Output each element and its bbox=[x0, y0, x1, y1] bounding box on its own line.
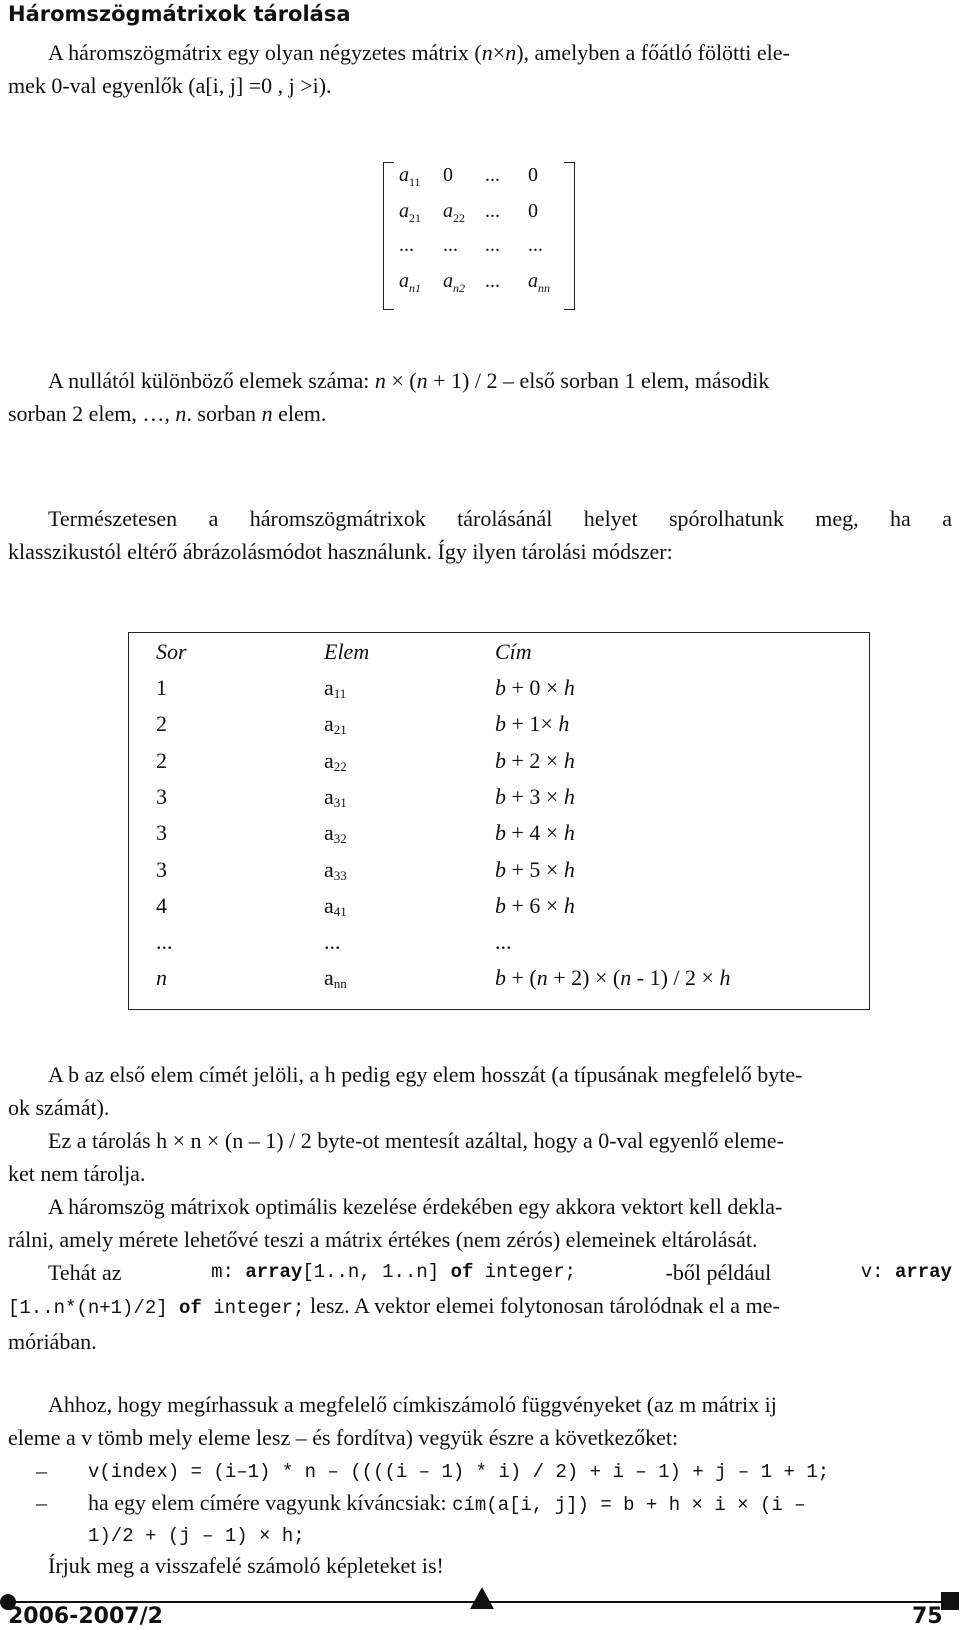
p4-text-b: -ből például bbox=[665, 1260, 772, 1285]
cell-elem: $a_{33}$ bbox=[324, 856, 347, 883]
bullet-dash-1: – bbox=[36, 1458, 47, 1483]
matrix-cell: ... bbox=[399, 234, 414, 256]
cell-elem: $a_{nn}$ bbox=[324, 965, 347, 992]
matrix-cell: ... bbox=[443, 234, 458, 256]
intro-line2: mek 0-val egyenlők (a[i, j] =0 , j >i). bbox=[8, 73, 332, 98]
nonzero-times: × bbox=[391, 368, 404, 393]
cell-sor: 2 bbox=[156, 711, 167, 737]
matrix-cell: $a_{22}$ bbox=[443, 200, 465, 225]
p4-code-v bbox=[861, 1256, 952, 1289]
p4-line2-of: of bbox=[179, 1297, 202, 1319]
cell-cim: b + 2 × h bbox=[495, 747, 575, 773]
footer-triangle-icon bbox=[470, 1587, 494, 1609]
table-row bbox=[129, 711, 869, 749]
section-heading: Háromszögmátrixok tárolása bbox=[8, 2, 351, 26]
intro-n: n bbox=[481, 40, 493, 65]
cell-cim: b + (n + 2) × (n - 1) / 2 × h bbox=[495, 965, 731, 991]
p4-line2-int: integer; bbox=[201, 1297, 305, 1319]
matrix-cell: $a_{n1}$ bbox=[399, 270, 421, 295]
p1-line2: ok számát). bbox=[8, 1095, 110, 1120]
cell-elem: $a_{31}$ bbox=[324, 783, 347, 810]
intro-text-b: ), amelyben a főátló fölötti ele- bbox=[516, 40, 790, 65]
matrix-cell: ... bbox=[485, 164, 500, 186]
p2-line1: Ez a tárolás h × n × (n – 1) / 2 byte-ot mentesít azáltal, hogy a 0-val egyenlő eleme- bbox=[48, 1128, 784, 1153]
cell-elem: $a_{22}$ bbox=[324, 747, 347, 774]
closing-sentence: Írjuk meg a visszafelé számoló képleteket is! bbox=[48, 1553, 444, 1578]
p1-line1: A b az első elem címét jelöli, a h pedig egy elem hosszát (a típusának megfelelő byte- bbox=[48, 1062, 803, 1087]
cell-cim: ... bbox=[495, 929, 512, 955]
footer-square-icon bbox=[941, 1592, 959, 1610]
matrix-cell: ... bbox=[528, 234, 543, 256]
nonzero-n: n bbox=[374, 368, 386, 393]
p4-code-m-array: array bbox=[245, 1261, 303, 1283]
final-paragraph bbox=[8, 1388, 952, 1454]
nonzero-text-a: A nullától különböző elemek száma: bbox=[48, 368, 375, 393]
cell-cim: b + 4 × h bbox=[495, 820, 575, 846]
cell-elem: $a_{11}$ bbox=[324, 675, 347, 701]
cell-sor: 1 bbox=[156, 675, 167, 700]
table-row bbox=[129, 675, 869, 713]
table-row bbox=[129, 748, 869, 786]
p4-line2-code: [1..n*(n+1)/2] bbox=[8, 1297, 180, 1319]
intro-text-a: A háromszögmátrix egy olyan négyzetes mátrix ( bbox=[48, 40, 482, 65]
footer-issue: 2006-2007/2 bbox=[8, 1604, 163, 1629]
matrix-cell: 0 bbox=[443, 164, 453, 186]
p4-text-a: Tehát az bbox=[48, 1260, 122, 1285]
table-row bbox=[129, 965, 869, 1003]
intro-n-2: n bbox=[505, 40, 517, 65]
storage-paragraph bbox=[8, 502, 952, 568]
matrix-cell: ... bbox=[485, 234, 500, 256]
cell-cim: b + 3 × h bbox=[495, 783, 575, 809]
p4-code-m-a: m: bbox=[211, 1261, 246, 1283]
nonzero-line2-b: . sorban bbox=[186, 401, 262, 426]
p3-line1: A háromszög mátrixok optimális kezelése érdekében egy akkora vektort kell dekla- bbox=[48, 1194, 783, 1219]
after-table-text bbox=[8, 1058, 952, 1358]
p4-line1 bbox=[8, 1256, 952, 1289]
p4-code-m bbox=[211, 1256, 576, 1289]
bullet-1-formula: v(index) = (i–1) * n – ((((i – 1) * i) / 2) + i – 1) + j – 1 + 1; bbox=[88, 1461, 830, 1483]
nonzero-n-4: n bbox=[261, 401, 273, 426]
page-number: 75 bbox=[912, 1604, 943, 1629]
cell-elem: $a_{21}$ bbox=[324, 711, 347, 738]
cell-sor: 4 bbox=[156, 892, 167, 918]
p4-line3: móriában. bbox=[8, 1329, 97, 1354]
cell-cim: b + 1× h bbox=[495, 711, 570, 737]
cell-elem: $a_{32}$ bbox=[324, 820, 347, 847]
intro-times: × bbox=[492, 40, 506, 65]
nonzero-line2-c: elem. bbox=[272, 401, 327, 426]
nonzero-text-b: ( bbox=[403, 368, 417, 393]
p2-line2: ket nem tárolja. bbox=[8, 1161, 146, 1186]
header-sor: Sor bbox=[156, 639, 187, 664]
header-cim: Cím bbox=[495, 639, 532, 664]
p4-line2-rest: lesz. A vektor elemei folytonosan tárolódnak el a me- bbox=[304, 1293, 780, 1318]
cell-sor: 3 bbox=[156, 856, 167, 882]
matrix-left-bracket bbox=[383, 162, 394, 310]
p4-code-m-range: [1..n, 1..n] bbox=[302, 1261, 451, 1283]
nonzero-n-3: n bbox=[175, 401, 187, 426]
header-elem: Elem bbox=[324, 639, 370, 664]
p4-code-v-array: array bbox=[894, 1261, 952, 1283]
bullet-2 bbox=[88, 1490, 806, 1516]
cell-sor: n bbox=[156, 965, 167, 991]
nonzero-paragraph bbox=[8, 364, 952, 430]
cell-cim: b + 6 × h bbox=[495, 892, 575, 918]
matrix-cell: $a_{n2}$ bbox=[443, 270, 465, 295]
cell-sor: ... bbox=[156, 929, 173, 955]
bullet-2-code: cím(a[i, j]) = b + h × i × (i – bbox=[452, 1494, 806, 1516]
matrix-cell: $a_{21}$ bbox=[399, 200, 421, 225]
p3-line2: rálni, amely mérete lehetővé teszi a mátrix értékes (nem zérós) elemeinek eltárolását. bbox=[8, 1227, 758, 1252]
matrix-right-bracket bbox=[564, 162, 575, 310]
table-row bbox=[129, 784, 869, 822]
final-line2: eleme a v tömb mely eleme lesz – és fordítva) vegyük észre a következőket: bbox=[8, 1425, 679, 1450]
bullet-2-code-line2: 1)/2 + (j – 1) × h; bbox=[88, 1525, 305, 1547]
table-row bbox=[129, 893, 869, 931]
matrix-cell: 0 bbox=[528, 200, 538, 222]
storage-line1: Természetesen a háromszögmátrixok tárolásánál helyet spórolhatunk meg, ha a bbox=[48, 506, 952, 531]
lower-triangular-matrix bbox=[383, 162, 575, 310]
address-table bbox=[128, 632, 870, 1010]
matrix-cell: $a_{nn}$ bbox=[528, 270, 550, 295]
nonzero-line2-a: sorban 2 elem, …, bbox=[8, 401, 176, 426]
nonzero-n-2: n bbox=[416, 368, 428, 393]
intro-paragraph bbox=[8, 36, 952, 102]
cell-elem: $a_{41}$ bbox=[324, 892, 347, 919]
cell-sor: 3 bbox=[156, 783, 167, 809]
cell-sor: 3 bbox=[156, 820, 167, 846]
bullet-dash-2: – bbox=[36, 1490, 47, 1515]
matrix-cell: ... bbox=[485, 200, 500, 222]
matrix-cell: $a_{11}$ bbox=[399, 164, 421, 189]
matrix-cell: ... bbox=[485, 270, 500, 292]
table-header-row bbox=[129, 639, 869, 677]
cell-elem: ... bbox=[324, 929, 341, 955]
p4-code-m-int: integer; bbox=[473, 1261, 576, 1283]
matrix-cell: 0 bbox=[528, 164, 538, 186]
p4-code-m-of: of bbox=[450, 1261, 474, 1283]
cell-sor: 2 bbox=[156, 747, 167, 773]
bullet-2-text: ha egy elem címére vagyunk kíváncsiak: bbox=[88, 1490, 453, 1515]
p4-code-v-a: v: bbox=[860, 1261, 895, 1283]
table-row bbox=[129, 820, 869, 858]
table-row bbox=[129, 929, 869, 967]
final-line1: Ahhoz, hogy megírhassuk a megfelelő címkiszámoló függvényeket (az m mátrix ij bbox=[48, 1392, 777, 1417]
table-row bbox=[129, 857, 869, 895]
cell-cim: b + 5 × h bbox=[495, 856, 575, 882]
nonzero-text-c: + 1) / 2 – első sorban 1 elem, második bbox=[427, 368, 770, 393]
storage-line2: klasszikustól eltérő ábrázolásmódot használunk. Így ilyen tárolási módszer: bbox=[8, 539, 673, 564]
cell-cim: b + 0 × h bbox=[495, 675, 575, 700]
